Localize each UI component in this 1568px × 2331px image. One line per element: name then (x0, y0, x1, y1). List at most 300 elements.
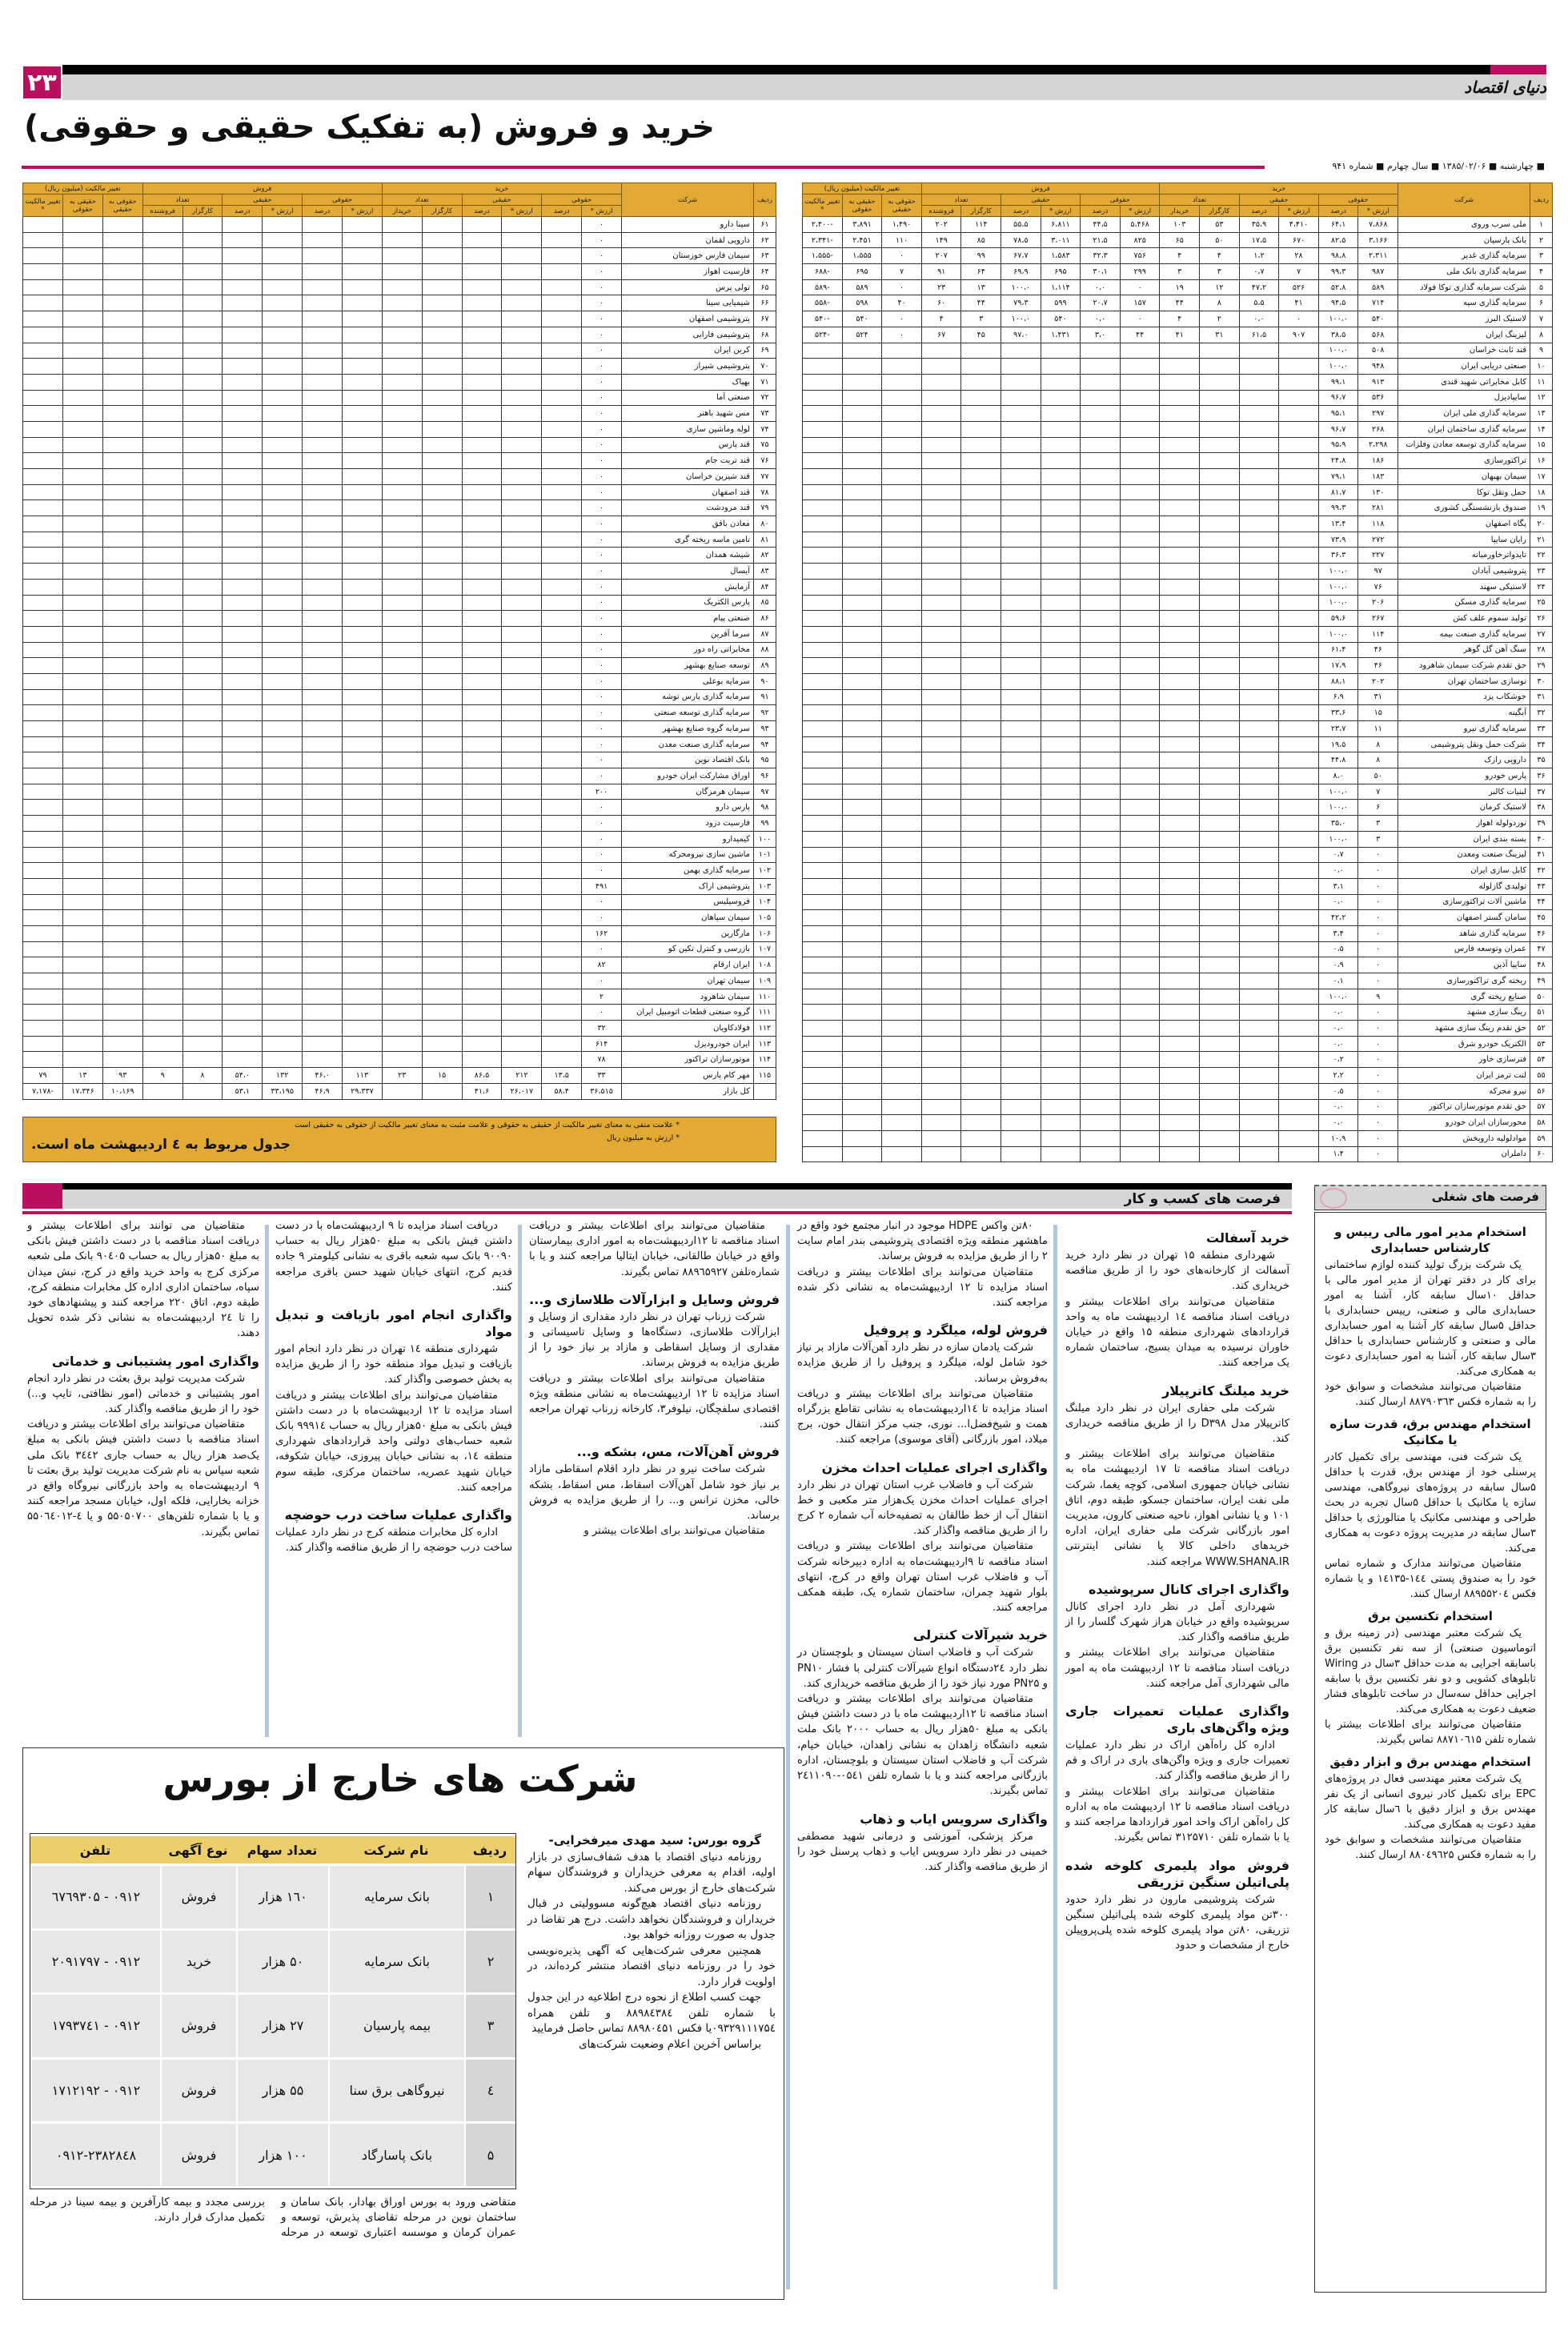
value-cell (263, 1005, 303, 1021)
value-cell (1160, 689, 1200, 705)
value-cell (921, 989, 961, 1005)
value-cell (1081, 548, 1121, 564)
value-cell (1279, 1130, 1319, 1146)
value-cell (842, 800, 882, 816)
job-text: متقاضیان می‌توانند برای اطلاعات بیشتر با شماره تلفن ۸۸۷۱۰٦۱۵ تماس بگیرند. (1325, 1719, 1536, 1746)
ad-text: شهرداری آمل در نظر دارد اجرای کانال سرپوشیده واقع در خیابان هراز شهرک گلسار را از طریق مناقصه واگذار کند. (1065, 1600, 1289, 1644)
value-cell (882, 800, 922, 816)
value-cell (961, 595, 1001, 611)
value-cell (263, 847, 303, 863)
value-cell (382, 784, 422, 800)
column-header: تعداد (142, 195, 223, 206)
company-name: مخابراتی راه دور (622, 642, 754, 658)
column-header: ارزش * (502, 206, 542, 217)
row-number: ۷۴ (754, 421, 776, 437)
value-cell (382, 894, 422, 910)
row-number: ۸۸ (754, 642, 776, 658)
value-cell (1239, 500, 1279, 516)
value-cell (1001, 1021, 1041, 1037)
value-cell: ۲۰۲ (1358, 673, 1398, 689)
value-cell (1160, 910, 1200, 926)
value-cell: ۰ (582, 311, 622, 327)
value-cell (542, 784, 582, 800)
company-name: بسته بندی ایران (1398, 831, 1530, 847)
value-cell (842, 532, 882, 548)
job-text: یک شرکت معتبر مهندسی (در زمینه برق و اتوماسیون صنعتی) از سه نفر تکنسین برق باسابقه اجرایی به مدت حداقل ۳سال در Wiring تابلوهای کشویی و دو نفر تکنسین برق با سابقه اجرایی حداقل سه‌سال در ساخت تابلوهای فشار ضعیف دعوت به همکاری می‌کند. (1325, 1627, 1536, 1715)
value-cell (462, 516, 502, 532)
value-cell (1001, 658, 1041, 674)
value-cell: ۰ (582, 359, 622, 375)
value-cell: ۵۶۸ (1358, 327, 1398, 343)
value-cell (1041, 421, 1081, 437)
value-cell (102, 232, 142, 248)
value-cell (1001, 800, 1041, 816)
value-cell (542, 327, 582, 343)
ad-item (275, 1218, 512, 1295)
value-cell (803, 453, 843, 469)
value-cell: ۸ (182, 1068, 223, 1084)
value-cell (842, 973, 882, 989)
ad-text: شهرداری منطقه ۱۵ تهران در نظر دارد خرید آسفالت از کارخانه‌های خود را از طریق مناقصه خریداری کند. (1065, 1250, 1289, 1293)
value-cell (422, 1036, 462, 1052)
value-cell (223, 736, 263, 752)
value-cell (1239, 579, 1279, 595)
value-cell (142, 752, 182, 768)
value-cell (542, 453, 582, 469)
value-cell (23, 752, 63, 768)
ad-item (1065, 1382, 1289, 1570)
value-cell (62, 910, 102, 926)
otc-paragraph: روزنامه دنیای اقتصاد با هدف شفاف‌سازی در بازار اولیه، اقدام به معرفی خریداران و فروشندگان سهام شرکت‌های خارج از بورس می‌کند. (527, 1850, 776, 1895)
value-cell (263, 595, 303, 611)
footnote-sign: * علامت منفی به معنای تغییر مالکیت از حقیقی به حقوقی و علامت مثبت به معنای تغییر مالکیت از حقوقی به حقیقی است (295, 1121, 680, 1129)
value-cell: ۹۰۷ (1279, 327, 1319, 343)
value-cell (422, 768, 462, 784)
value-cell (1160, 800, 1200, 816)
value-cell (1200, 548, 1240, 564)
value-cell (1160, 564, 1200, 580)
table-row (803, 548, 1553, 564)
value-cell (142, 768, 182, 784)
value-cell (23, 595, 63, 611)
value-cell (842, 941, 882, 957)
value-cell (1120, 768, 1160, 784)
row-number: ۱۱۲ (754, 1021, 776, 1037)
table-row (803, 752, 1553, 768)
value-cell (303, 784, 343, 800)
company-name: بهپاک (622, 374, 754, 390)
value-cell (223, 595, 263, 611)
value-cell (462, 973, 502, 989)
value-cell (382, 311, 422, 327)
table-row (803, 689, 1553, 705)
value-cell (23, 1021, 63, 1037)
company-name: قند پارس (622, 437, 754, 453)
table-row (803, 1005, 1553, 1021)
value-cell (882, 831, 922, 847)
value-cell (342, 973, 382, 989)
value-cell (342, 705, 382, 721)
column-header: تعداد (1160, 195, 1239, 206)
value-cell: ۷۳،۹ (1318, 532, 1358, 548)
value-cell: ۰ (582, 500, 622, 516)
row-number: ۱۰۱ (754, 847, 776, 863)
value-cell: ۰ (1358, 910, 1398, 926)
otc-row (30, 1866, 515, 1928)
value-cell: ۹۴۸ (1358, 359, 1398, 375)
value-cell (342, 752, 382, 768)
value-cell (842, 673, 882, 689)
row-number: ۶۰ (1530, 1146, 1553, 1162)
value-cell (1279, 516, 1319, 532)
value-cell (1239, 516, 1279, 532)
value-cell (62, 374, 102, 390)
value-cell (102, 564, 142, 580)
ad-item (797, 1459, 1048, 1616)
value-cell: ۰ (1358, 925, 1398, 941)
ad-type: فروش (160, 1995, 236, 2057)
value-cell (142, 973, 182, 989)
value-cell: ۷۸ (582, 1052, 622, 1068)
value-cell (1200, 579, 1240, 595)
value-cell (921, 816, 961, 832)
value-cell (502, 626, 542, 642)
company-name: فنرسازی خاور (1398, 1052, 1530, 1068)
value-cell (1239, 941, 1279, 957)
value-cell (1120, 469, 1160, 485)
value-cell (462, 831, 502, 847)
value-cell (882, 548, 922, 564)
value-cell (62, 752, 102, 768)
value-cell (1001, 642, 1041, 658)
value-cell (1001, 973, 1041, 989)
value-cell (842, 469, 882, 485)
value-cell (142, 327, 182, 343)
value-cell (422, 264, 462, 280)
value-cell (803, 1083, 843, 1099)
value-cell (1081, 925, 1121, 941)
value-cell (142, 484, 182, 500)
value-cell (803, 1068, 843, 1084)
value-cell (102, 453, 142, 469)
value-cell (882, 816, 922, 832)
value-cell (342, 484, 382, 500)
company-name: لنت ترمز ایران (1398, 1068, 1530, 1084)
value-cell (342, 359, 382, 375)
ad-title: واگذاری اجرای کانال سرپوشیده (1088, 1581, 1289, 1597)
value-cell (102, 374, 142, 390)
value-cell (1041, 736, 1081, 752)
value-cell (462, 673, 502, 689)
value-cell (882, 626, 922, 642)
column-header: تغییر مالکیت * (23, 195, 63, 217)
value-cell (502, 564, 542, 580)
value-cell: ۰،۰ (1318, 1021, 1358, 1037)
row-number: ۱۱۰ (754, 989, 776, 1005)
row-number: ۸۱ (754, 532, 776, 548)
value-cell (422, 973, 462, 989)
row-number: ۱۷ (1530, 469, 1553, 485)
table-row (23, 374, 776, 390)
value-cell (1081, 847, 1121, 863)
value-cell: ۹۸۷ (1358, 264, 1398, 280)
value-cell (462, 752, 502, 768)
value-cell (842, 626, 882, 642)
value-cell: ۰ (1358, 878, 1398, 894)
value-cell (803, 910, 843, 926)
value-cell (1239, 752, 1279, 768)
value-cell (303, 847, 343, 863)
table-row (803, 564, 1553, 580)
value-cell: ۰،۰ (1318, 1115, 1358, 1131)
value-cell (842, 816, 882, 832)
value-cell (303, 406, 343, 422)
value-cell: ۲۹۹ (1120, 264, 1160, 280)
value-cell (142, 989, 182, 1005)
value-cell (1160, 941, 1200, 957)
column-header: ارزش * (1358, 206, 1398, 217)
value-cell (142, 1052, 182, 1068)
value-cell (303, 279, 343, 295)
value-cell (142, 279, 182, 295)
value-cell: ۳،۱ (1318, 878, 1358, 894)
column-header: درصد (542, 206, 582, 217)
value-cell (62, 673, 102, 689)
value-cell: -۲،۳۴۱ (803, 232, 843, 248)
value-cell (961, 579, 1001, 595)
value-cell: ۲۴،۸ (1318, 453, 1358, 469)
value-cell (803, 1099, 843, 1115)
globe-icon (1320, 1188, 1347, 1209)
value-cell (842, 437, 882, 453)
ad-text: متقاضیان می‌توانند برای اطلاعات بیشتر و دریافت اسناد مناقصه تا ۱۲اردیبهشت‌ماه به امور اداری بیمارستان واقع در خیابان طالقانی، خیابان ایتالیا مراجعه کنند و یا با شماره‌تلفن ۸۸۹٦۵۹۲۷ تماس بگیرند. (529, 1220, 780, 1278)
value-cell (502, 910, 542, 926)
value-cell (882, 910, 922, 926)
value-cell (303, 564, 343, 580)
value-cell: ۲،۲ (1318, 1068, 1358, 1084)
value-cell (1200, 768, 1240, 784)
value-cell (961, 1068, 1001, 1084)
value-cell (1239, 548, 1279, 564)
value-cell (1120, 1099, 1160, 1115)
value-cell (1239, 816, 1279, 832)
company-name: تراکتورسازی (1398, 453, 1530, 469)
value-cell (1160, 673, 1200, 689)
share-count: ۲۷ هزار (236, 1995, 328, 2057)
row-number: ۱۶ (1530, 453, 1553, 469)
value-cell (842, 1052, 882, 1068)
value-cell (263, 784, 303, 800)
value-cell (1239, 642, 1279, 658)
row-number: ۲۱ (1530, 532, 1553, 548)
value-cell (1001, 406, 1041, 422)
value-cell (422, 279, 462, 295)
value-cell (102, 359, 142, 375)
value-cell (263, 516, 303, 532)
row-number: ۴ (1530, 264, 1553, 280)
value-cell (142, 343, 182, 359)
value-cell (921, 1005, 961, 1021)
column-header: درصد (223, 206, 263, 217)
value-cell: ۱۵۷ (1120, 295, 1160, 311)
company-name: اوراق مشارکت ایران خودرو (622, 768, 754, 784)
value-cell: ۱۳ (62, 1068, 102, 1084)
value-cell: ۰ (582, 579, 622, 595)
value-cell: ۱۱۴ (1358, 626, 1398, 642)
value-cell: ۶۱،۵ (1239, 327, 1279, 343)
value-cell (803, 1146, 843, 1162)
value-cell (1200, 421, 1240, 437)
value-cell (182, 406, 223, 422)
value-cell (1001, 1036, 1041, 1052)
value-cell (342, 689, 382, 705)
row-number: ۱ (1530, 217, 1553, 233)
value-cell (1279, 689, 1319, 705)
value-cell (142, 295, 182, 311)
row-number: ۶۹ (754, 343, 776, 359)
value-cell: ۰ (582, 437, 622, 453)
value-cell (462, 736, 502, 752)
value-cell (23, 1036, 63, 1052)
ads-column (792, 1218, 1053, 1875)
value-cell (1239, 910, 1279, 926)
value-cell (1041, 910, 1081, 926)
value-cell (102, 910, 142, 926)
value-cell (223, 484, 263, 500)
table-row (23, 295, 776, 311)
ad-text: شرکت زرناب تهران در نظر دارد مقداری از وسایل و ابزارآلات طلاسازی، دستگاه‌ها و وسایل تاسیساتی و مقداری از وسایل اسقاطی و مازاد بر نیاز خود را از طریق مزایده به فروش برساند. (529, 1310, 780, 1370)
value-cell (142, 264, 182, 280)
value-cell (1120, 421, 1160, 437)
value-cell (1239, 658, 1279, 674)
value-cell (1279, 1146, 1319, 1162)
job-text: متقاضیان می‌توانند مشخصات و سوابق خود را به شماره فکس ۸۸۰٤۹٦۲۵ ارسال کنند. (1325, 1834, 1536, 1861)
value-cell (263, 752, 303, 768)
value-cell (882, 847, 922, 863)
value-cell (382, 437, 422, 453)
row-number: ۷۸ (754, 484, 776, 500)
value-cell (382, 878, 422, 894)
row-number: ۳ (1530, 248, 1553, 264)
column-header: حقیقی (1001, 195, 1081, 206)
value-cell (1120, 579, 1160, 595)
value-cell (842, 611, 882, 627)
value-cell (921, 1036, 961, 1052)
value-cell: ۲۰۰ (582, 784, 622, 800)
value-cell (303, 973, 343, 989)
value-cell (1001, 705, 1041, 721)
value-cell (102, 800, 142, 816)
value-cell (882, 721, 922, 737)
value-cell (223, 831, 263, 847)
ad-text: متقاضیان می‌توانند برای اطلاعات بیشتر و دریافت اسناد مناقصه تا ۱۲ اردیبهشت ماه به امور مالی شهرداری آمل مراجعه کنند. (1065, 1647, 1289, 1690)
company-name: تولی پرس (622, 279, 754, 295)
value-cell (842, 642, 882, 658)
value-cell: ۰ (582, 752, 622, 768)
value-cell: ۹۳ (102, 1068, 142, 1084)
value-cell (23, 721, 63, 737)
table-row (23, 453, 776, 469)
value-cell (1041, 1052, 1081, 1068)
ad-item (797, 1218, 1048, 1310)
value-cell: ۹۶،۷ (1318, 421, 1358, 437)
value-cell (921, 343, 961, 359)
table-row (803, 1083, 1553, 1099)
company-name: ماشین آلات تراکتورسازی (1398, 894, 1530, 910)
value-cell (961, 705, 1001, 721)
value-cell (1041, 1099, 1081, 1115)
value-cell (1279, 390, 1319, 406)
table-row (803, 311, 1553, 327)
value-cell: ۹۴،۵ (1318, 295, 1358, 311)
value-cell: ۱۱ (1358, 721, 1398, 737)
value-cell: ۳۱ (1200, 327, 1240, 343)
value-cell (102, 311, 142, 327)
column-header: ارزش * (582, 206, 622, 217)
value-cell (342, 626, 382, 642)
value-cell (1081, 1052, 1121, 1068)
value-cell (223, 437, 263, 453)
value-cell (422, 469, 462, 485)
company-name: نیروگاهی برق سنا (328, 2060, 464, 2122)
value-cell (223, 1005, 263, 1021)
value-cell (961, 957, 1001, 973)
value-cell (382, 564, 422, 580)
value-cell (62, 469, 102, 485)
table-row (23, 1005, 776, 1021)
company-name: سیمان سپاهان (622, 910, 754, 926)
value-cell (422, 910, 462, 926)
value-cell (1160, 359, 1200, 375)
column-header: حقیقی (462, 195, 542, 206)
value-cell (23, 390, 63, 406)
ad-item (275, 1507, 512, 1555)
value-cell: ۴۴ (961, 295, 1001, 311)
value-cell (102, 516, 142, 532)
company-name: پتروشیمی شیراز (622, 359, 754, 375)
value-cell (382, 863, 422, 879)
row-number: ۱۰ (1530, 359, 1553, 375)
value-cell (342, 374, 382, 390)
value-cell (102, 469, 142, 485)
value-cell (1001, 626, 1041, 642)
value-cell: ۰ (1358, 941, 1398, 957)
value-cell (182, 957, 223, 973)
value-cell: ۱۰۰،۰ (1318, 831, 1358, 847)
value-cell (1200, 752, 1240, 768)
value-cell (1160, 925, 1200, 941)
value-cell (382, 516, 422, 532)
value-cell: -۶۸۸ (803, 264, 843, 280)
value-cell (422, 1052, 462, 1068)
row-number: ۶ (1530, 295, 1553, 311)
value-cell (422, 642, 462, 658)
value-cell (342, 816, 382, 832)
job-title: استخدام تکنسین برق (1368, 1609, 1493, 1623)
masthead-gray-bar (22, 74, 1546, 100)
value-cell (382, 469, 422, 485)
value-cell (502, 532, 542, 548)
value-cell (263, 532, 303, 548)
value-cell (542, 390, 582, 406)
value-cell (502, 343, 542, 359)
value-cell (102, 484, 142, 500)
value-cell (961, 390, 1001, 406)
row-number: ۲۲ (1530, 548, 1553, 564)
value-cell (382, 374, 422, 390)
value-cell (342, 910, 382, 926)
value-cell (462, 910, 502, 926)
